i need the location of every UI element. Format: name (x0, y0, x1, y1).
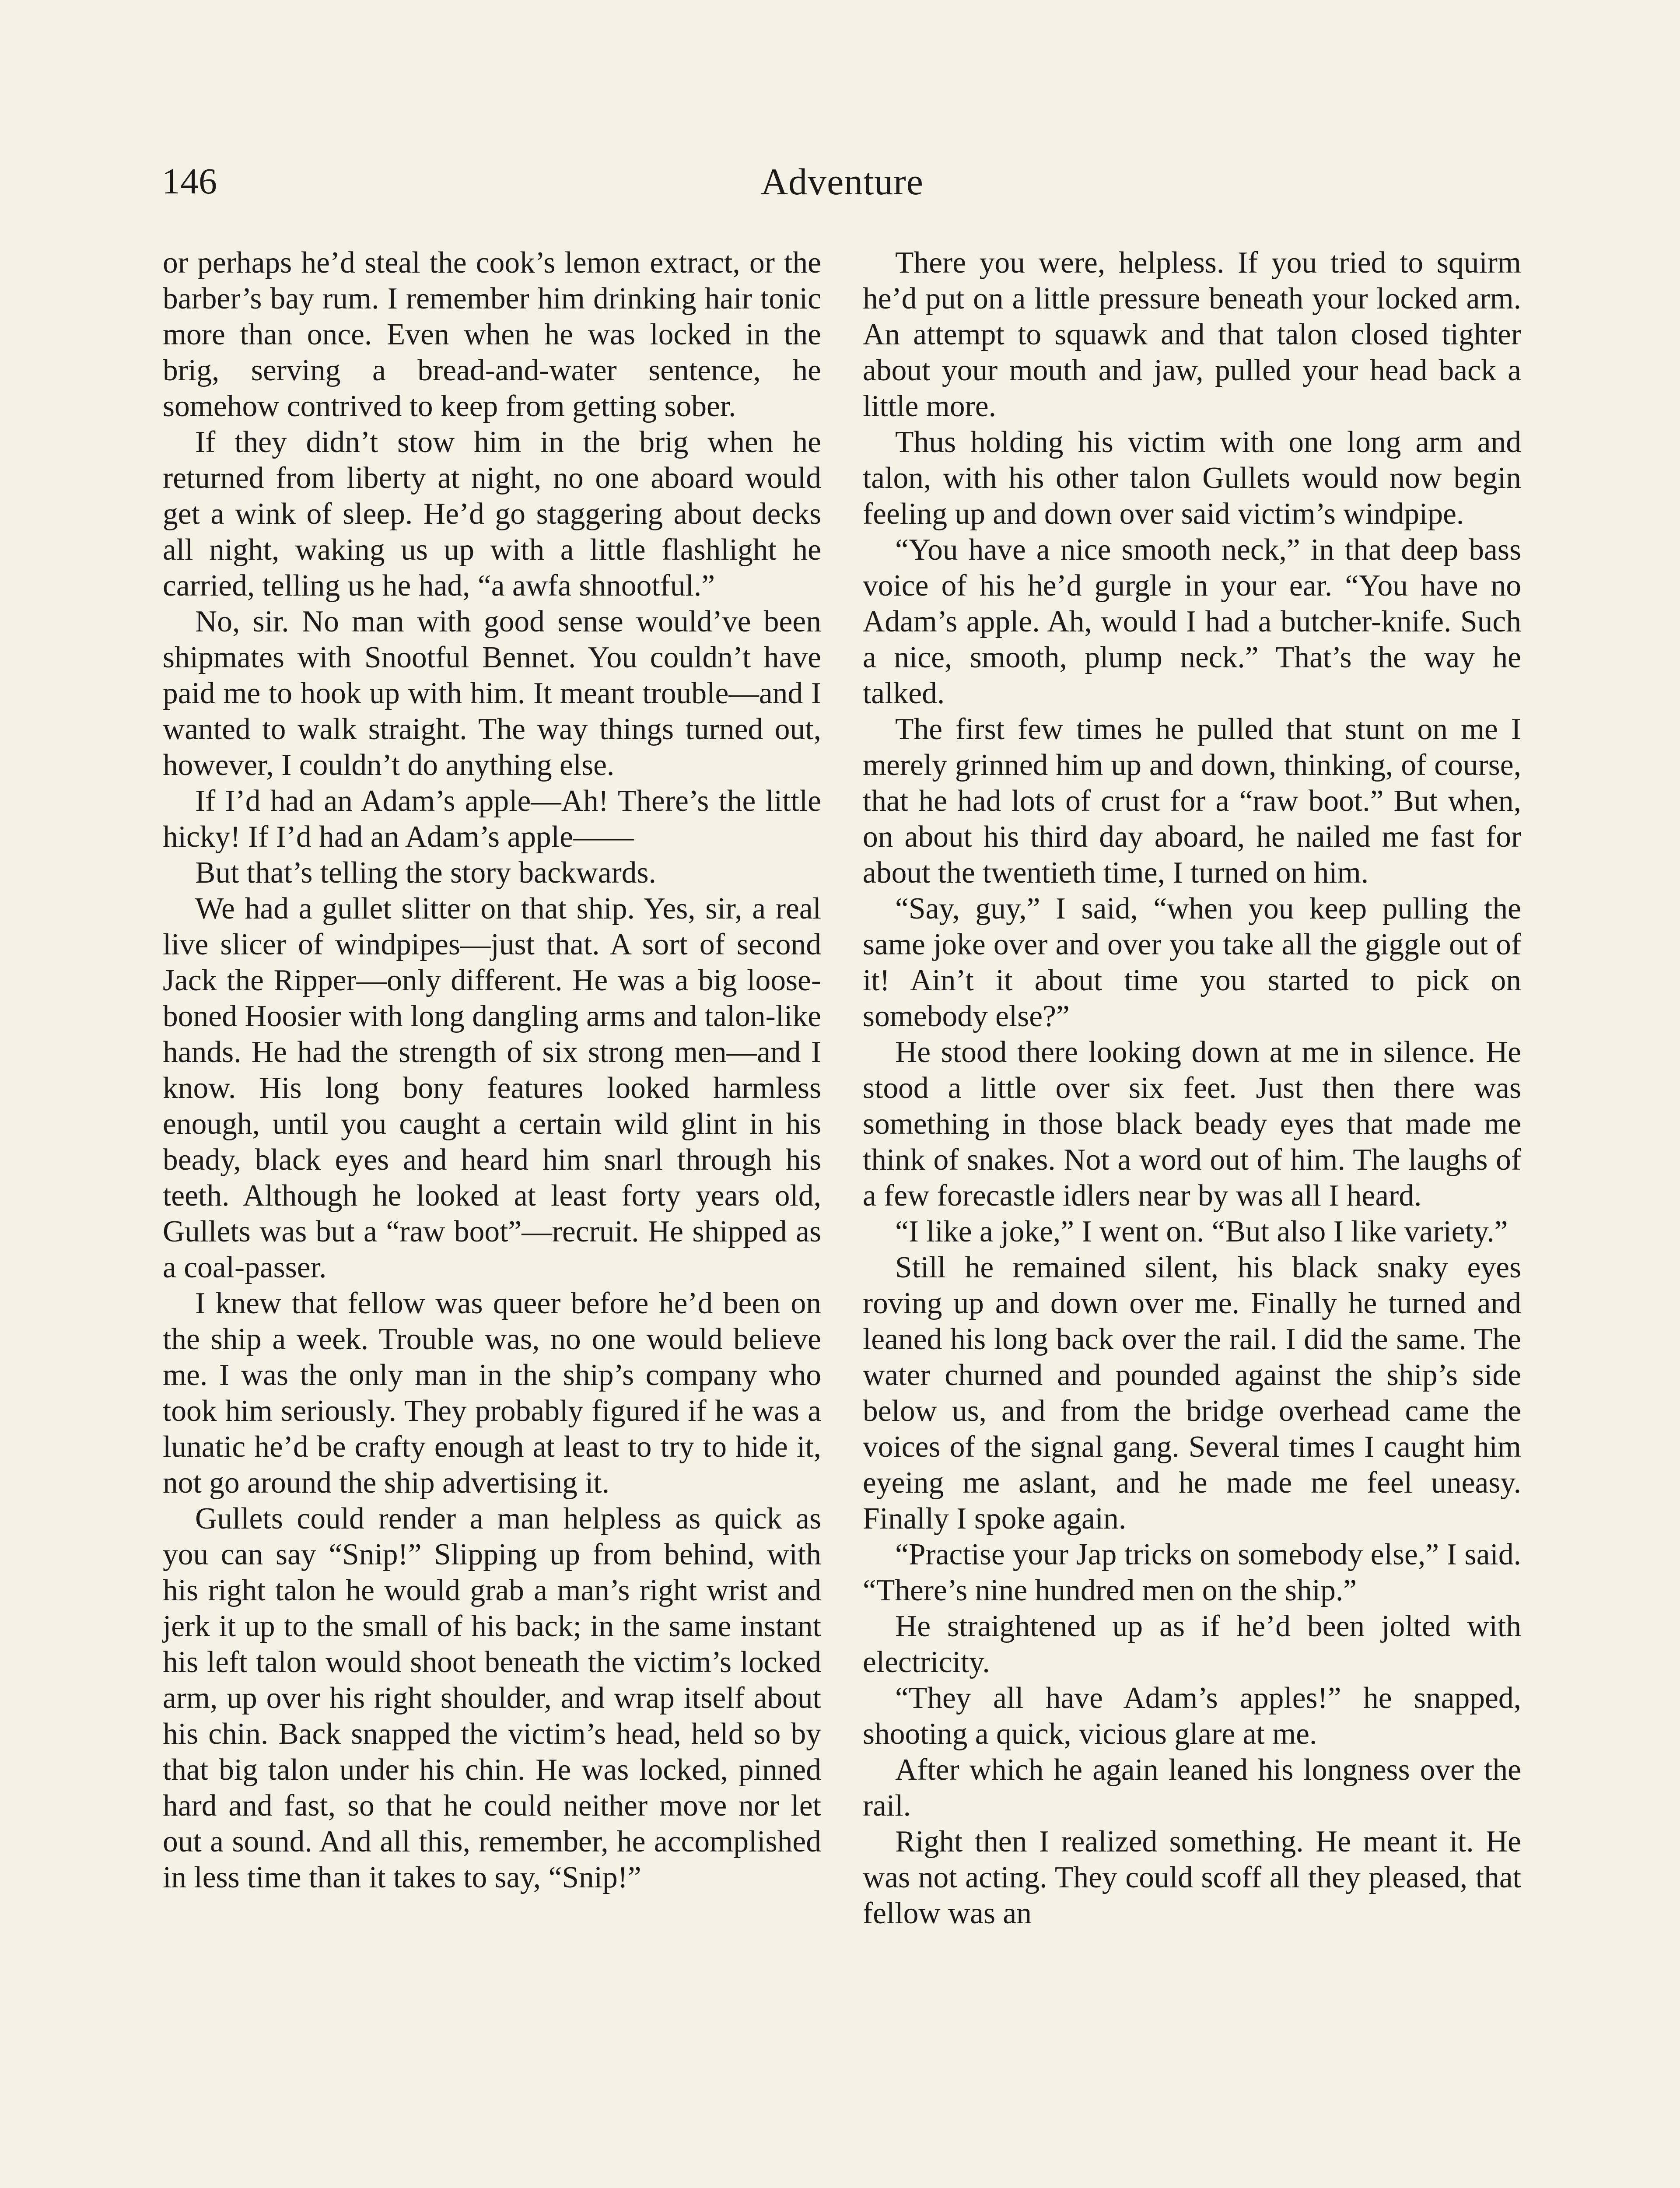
page-header (162, 149, 1522, 214)
paragraph: If they didn’t stow him in the brig when he returned from liberty at night, no one aboard would get a wink of sleep. He’d go staggering about decks all night, waking us up with a little flashlight he carried, telling us he had, “a awfa shnootful.” (163, 425, 821, 603)
paragraph: or perhaps he’d steal the cook’s lemon extract, or the barber’s bay rum. I remember him drinking hair tonic more than once. Even when he was locked in the brig, serving a bread-and-water sentence, he somehow contrived to keep from getting sober. (163, 246, 821, 423)
paragraph: Still he remained silent, his black snaky eyes roving up and down over me. Finally he turned and leaned his long back over the rail. I did the same. The water churned and pounded against the ship’s side below us, and from the bridge overhead came the voices of the signal gang. Several times I caught him eyeing me aslant, and he made me feel uneasy. Finally I spoke again. (863, 1251, 1521, 1536)
paragraph: We had a gullet slitter on that ship. Yes, sir, a real live slicer of windpipes—just that. A sort of second Jack the Ripper—only different. He was a big loose-boned Hoosier with long dangling arms and talon-like hands. He had the strength of six strong men—and I know. His long bony features looked harmless enough, until you caught a certain wild glint in his beady, black eyes and heard him snarl through his teeth. Although he looked at least forty years old, Gullets was but a “raw boot”—recruit. He shipped as a coal-passer. (163, 892, 821, 1284)
paragraph: Thus holding his victim with one long arm and talon, with his other talon Gullets would now begin feeling up and down over said victim’s windpipe. (863, 425, 1521, 531)
paragraph: I knew that fellow was queer before he’d been on the ship a week. Trouble was, no one would believe me. I was the only man in the ship’s company who took him seriously. They probably figured if he was a lunatic he’d be crafty enough at least to try to hide it, not go around the ship advertising it. (163, 1287, 821, 1500)
right-text-column (863, 245, 1521, 1932)
paragraph: Gullets could render a man helpless as quick as you can say “Snip!” Slipping up from behind, with his right talon he would grab a man’s right wrist and jerk it up to the small of his back; in the same instant his left talon would shoot beneath the victim’s locked arm, up over his right shoulder, and wrap itself about his chin. Back snapped the victim’s head, held so by that big talon under his chin. He was locked, pinned hard and fast, so that he could neither move nor let out a sound. And all this, remember, he accomplished in less time than it takes to say, “Snip!” (163, 1502, 821, 1894)
paragraph: He stood there looking down at me in silence. He stood a little over six feet. Just then there was something in those black beady eyes that made me think of snakes. Not a word out of him. The laughs of a few forecastle idlers near by was all I heard. (863, 1035, 1521, 1213)
paragraph: “I like a joke,” I went on. “But also I like variety.” (895, 1215, 1508, 1248)
paragraph: Right then I realized something. He meant it. He was not acting. They could scoff all they pleased, that fellow was an (863, 1825, 1521, 1930)
paragraph: If I’d had an Adam’s apple—Ah! There’s the little hicky! If I’d had an Adam’s apple—— (163, 784, 821, 854)
paragraph: “Practise your Jap tricks on somebody else,” I said. “There’s nine hundred men on the ship.” (863, 1538, 1521, 1607)
paragraph: “You have a nice smooth neck,” in that deep bass voice of his he’d gurgle in your ear. “You have no Adam’s apple. Ah, would I had a butcher-knife. Such a nice, smooth, plump neck.” That’s the way he talked. (863, 533, 1521, 710)
paragraph: After which he again leaned his longness over the rail. (863, 1753, 1521, 1823)
paragraph: The first few times he pulled that stunt on me I merely grinned him up and down, thinking, of course, that he had lots of crust for a “raw boot.” But when, on about his third day aboard, he nailed me fast for about the twentieth time, I turned on him. (863, 712, 1521, 890)
paragraph: He straightened up as if he’d been jolted with electricity. (863, 1609, 1521, 1679)
paragraph: But that’s telling the story backwards. (195, 856, 656, 890)
page-number: 146 (162, 161, 217, 202)
paragraph: “Say, guy,” I said, “when you keep pulling the same joke over and over you take all the giggle out of it! Ain’t it about time you started to pick on somebody else?” (863, 892, 1521, 1033)
paragraph: “They all have Adam’s apples!” he snapped, shooting a quick, vicious glare at me. (863, 1681, 1521, 1751)
paragraph: There you were, helpless. If you tried to squirm he’d put on a little pressure beneath your locked arm. An attempt to squawk and that talon closed tighter about your mouth and jaw, pulled your head back a little more. (863, 246, 1521, 423)
paragraph: No, sir. No man with good sense would’ve been shipmates with Snootful Bennet. You couldn’t have paid me to hook up with him. It meant trouble—and I wanted to walk straight. The way things turned out, however, I couldn’t do anything else. (163, 605, 821, 782)
running-head-title: Adventure (761, 161, 924, 203)
left-text-column (163, 245, 821, 1896)
